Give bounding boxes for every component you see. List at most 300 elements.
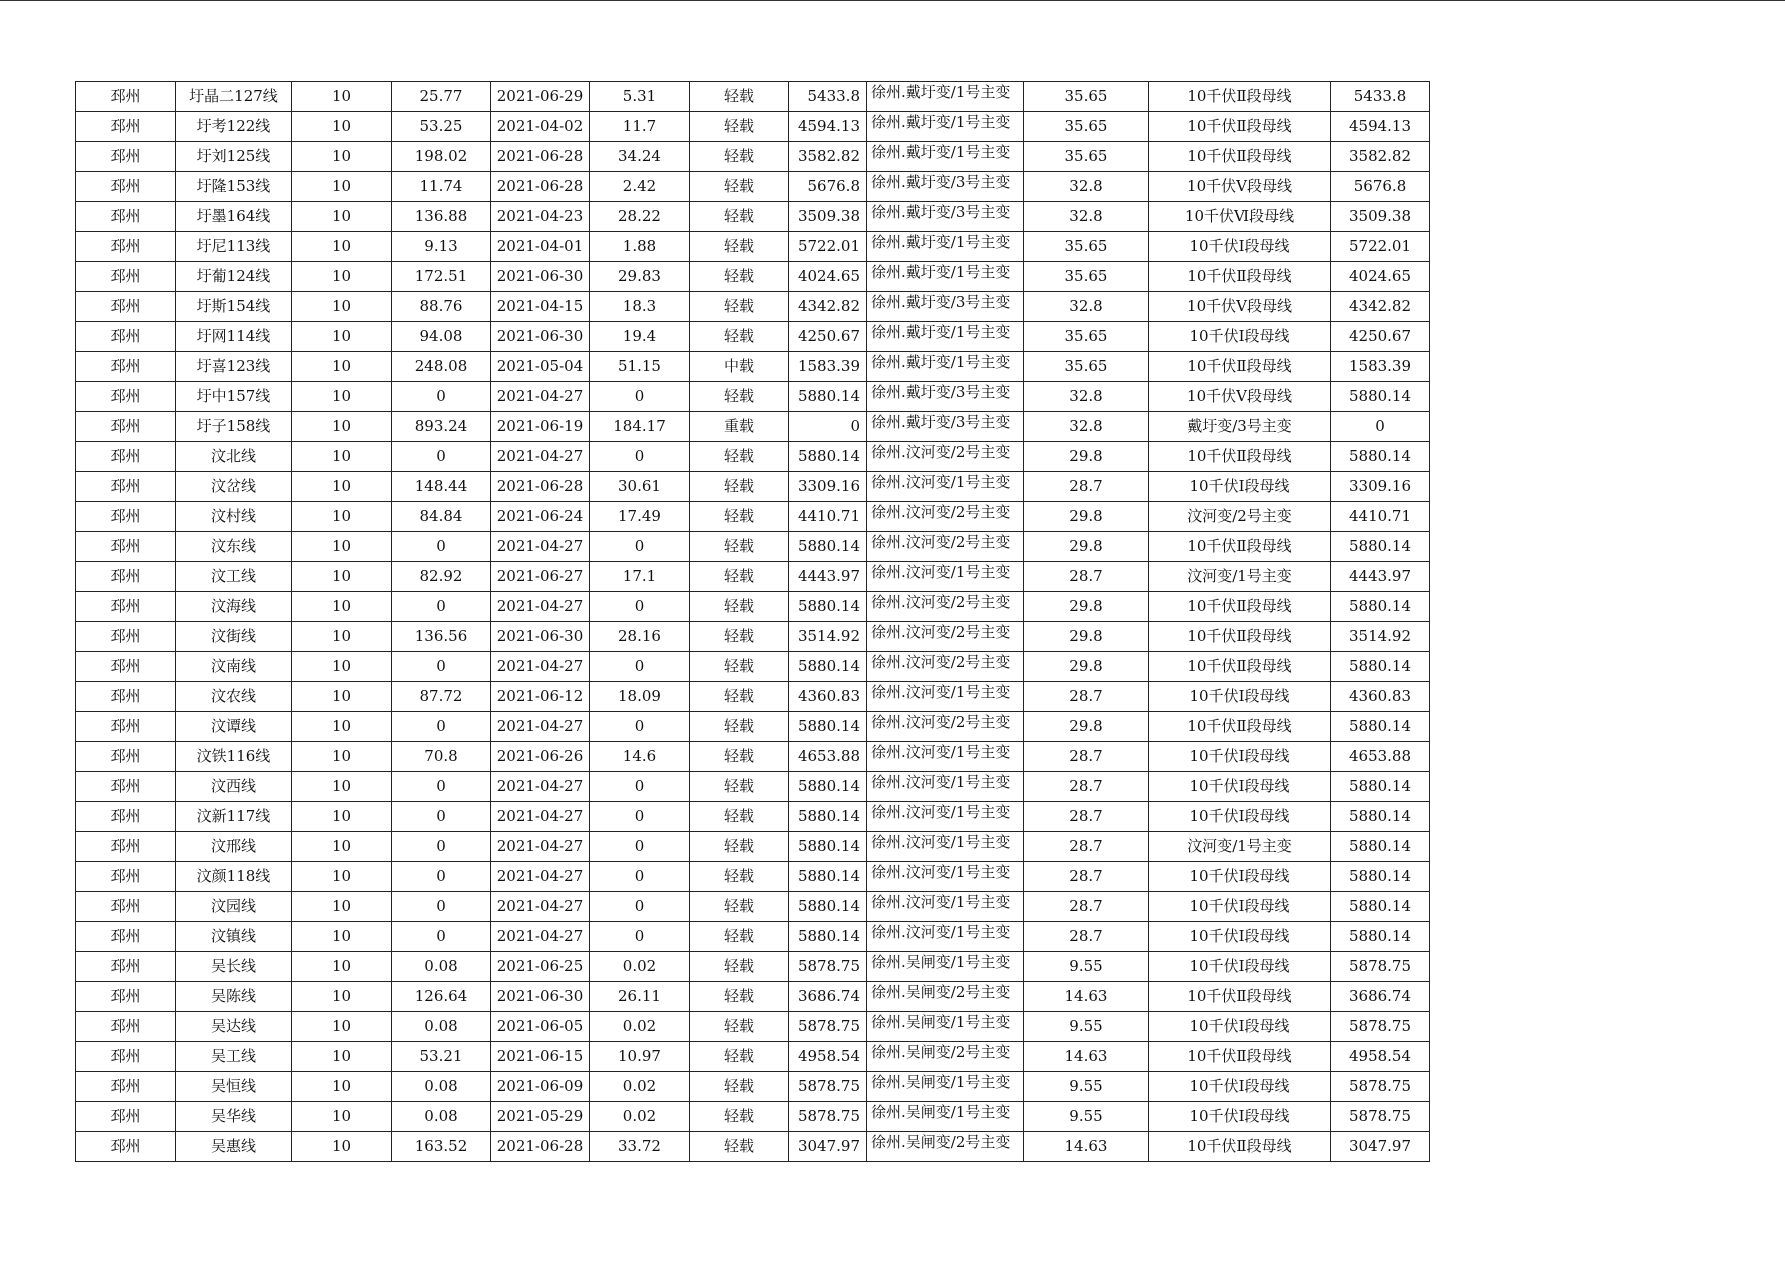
line-name-cell: 汶岔线	[176, 472, 292, 502]
date-cell: 2021-04-02	[491, 112, 590, 142]
voltage-cell: 10	[292, 1072, 392, 1102]
line-name-cell: 汶农线	[176, 682, 292, 712]
load-current-cell: 0	[392, 532, 491, 562]
capacity-cell: 5880.14	[789, 382, 867, 412]
region-cell: 邳州	[76, 232, 176, 262]
voltage-cell: 10	[292, 802, 392, 832]
load-status-cell: 轻载	[690, 472, 789, 502]
busbar-cell: 10千伏Ⅰ段母线	[1149, 772, 1331, 802]
busbar-cell: 10千伏Ⅱ段母线	[1149, 712, 1331, 742]
substation-transformer-cell: 徐州.戴圩变/1号主变	[867, 232, 1024, 262]
voltage-cell: 10	[292, 922, 392, 952]
voltage-cell: 10	[292, 202, 392, 232]
load-rate-cell: 30.61	[590, 472, 690, 502]
capacity-cell: 5878.75	[789, 1072, 867, 1102]
date-cell: 2021-06-24	[491, 502, 590, 532]
substation-transformer-cell: 徐州.汶河变/2号主变	[867, 712, 1024, 742]
load-rate-cell: 0	[590, 712, 690, 742]
substation-transformer-cell: 徐州.汶河变/1号主变	[867, 682, 1024, 712]
load-rate-cell: 18.3	[590, 292, 690, 322]
region-cell: 邳州	[76, 832, 176, 862]
substation-transformer-cell: 徐州.戴圩变/1号主变	[867, 352, 1024, 382]
date-cell: 2021-04-27	[491, 532, 590, 562]
available-capacity-cell: 3509.38	[1331, 202, 1430, 232]
load-rate-cell: 14.6	[590, 742, 690, 772]
date-cell: 2021-04-01	[491, 232, 590, 262]
date-cell: 2021-06-12	[491, 682, 590, 712]
region-cell: 邳州	[76, 292, 176, 322]
capacity-cell: 4443.97	[789, 562, 867, 592]
available-capacity-cell: 3047.97	[1331, 1132, 1430, 1162]
voltage-cell: 10	[292, 292, 392, 322]
load-current-cell: 0	[392, 832, 491, 862]
transformer-load-cell: 32.8	[1024, 382, 1149, 412]
busbar-cell: 10千伏Ⅱ段母线	[1149, 82, 1331, 112]
load-status-cell: 轻载	[690, 982, 789, 1012]
capacity-cell: 4653.88	[789, 742, 867, 772]
substation-transformer-cell: 徐州.吴闸变/1号主变	[867, 952, 1024, 982]
load-status-cell: 轻载	[690, 112, 789, 142]
load-current-cell: 0	[392, 802, 491, 832]
busbar-cell: 10千伏Ⅱ段母线	[1149, 442, 1331, 472]
line-name-cell: 汶颜118线	[176, 862, 292, 892]
available-capacity-cell: 5880.14	[1331, 652, 1430, 682]
load-rate-cell: 33.72	[590, 1132, 690, 1162]
date-cell: 2021-04-27	[491, 862, 590, 892]
load-status-cell: 轻载	[690, 652, 789, 682]
voltage-cell: 10	[292, 532, 392, 562]
capacity-cell: 5880.14	[789, 442, 867, 472]
load-rate-cell: 184.17	[590, 412, 690, 442]
region-cell: 邳州	[76, 352, 176, 382]
table-row	[76, 682, 1430, 712]
capacity-cell: 5880.14	[789, 592, 867, 622]
transformer-load-cell: 35.65	[1024, 82, 1149, 112]
substation-transformer-cell: 徐州.汶河变/2号主变	[867, 622, 1024, 652]
substation-transformer-cell: 徐州.汶河变/1号主变	[867, 832, 1024, 862]
table-row	[76, 802, 1430, 832]
table-row	[76, 112, 1430, 142]
line-name-cell: 汶铁116线	[176, 742, 292, 772]
load-current-cell: 70.8	[392, 742, 491, 772]
load-status-cell: 轻载	[690, 292, 789, 322]
busbar-cell: 汶河变/1号主变	[1149, 562, 1331, 592]
voltage-cell: 10	[292, 982, 392, 1012]
load-status-cell: 轻载	[690, 562, 789, 592]
available-capacity-cell: 4410.71	[1331, 502, 1430, 532]
busbar-cell: 10千伏Ⅰ段母线	[1149, 802, 1331, 832]
load-current-cell: 87.72	[392, 682, 491, 712]
voltage-cell: 10	[292, 1132, 392, 1162]
busbar-cell: 10千伏Ⅱ段母线	[1149, 532, 1331, 562]
voltage-cell: 10	[292, 412, 392, 442]
date-cell: 2021-04-27	[491, 802, 590, 832]
voltage-cell: 10	[292, 1012, 392, 1042]
capacity-cell: 3309.16	[789, 472, 867, 502]
substation-transformer-cell: 徐州.吴闸变/1号主变	[867, 1072, 1024, 1102]
load-current-cell: 172.51	[392, 262, 491, 292]
load-current-cell: 9.13	[392, 232, 491, 262]
voltage-cell: 10	[292, 382, 392, 412]
substation-transformer-cell: 徐州.汶河变/1号主变	[867, 922, 1024, 952]
line-name-cell: 圩隆153线	[176, 172, 292, 202]
load-current-cell: 82.92	[392, 562, 491, 592]
transformer-load-cell: 29.8	[1024, 532, 1149, 562]
load-rate-cell: 0	[590, 382, 690, 412]
line-name-cell: 圩墨164线	[176, 202, 292, 232]
line-name-cell: 汶谭线	[176, 712, 292, 742]
voltage-cell: 10	[292, 1102, 392, 1132]
load-current-cell: 136.56	[392, 622, 491, 652]
transformer-load-cell: 29.8	[1024, 622, 1149, 652]
substation-transformer-cell: 徐州.汶河变/1号主变	[867, 772, 1024, 802]
load-status-cell: 重载	[690, 412, 789, 442]
date-cell: 2021-06-30	[491, 262, 590, 292]
voltage-cell: 10	[292, 112, 392, 142]
substation-transformer-cell: 徐州.汶河变/1号主变	[867, 892, 1024, 922]
transformer-load-cell: 14.63	[1024, 982, 1149, 1012]
table-row	[76, 232, 1430, 262]
substation-transformer-cell: 徐州.汶河变/2号主变	[867, 442, 1024, 472]
transformer-load-cell: 14.63	[1024, 1042, 1149, 1072]
voltage-cell: 10	[292, 742, 392, 772]
table-row	[76, 532, 1430, 562]
busbar-cell: 10千伏Ⅰ段母线	[1149, 322, 1331, 352]
line-name-cell: 吴达线	[176, 1012, 292, 1042]
available-capacity-cell: 5880.14	[1331, 862, 1430, 892]
busbar-cell: 10千伏Ⅱ段母线	[1149, 982, 1331, 1012]
table-row	[76, 1072, 1430, 1102]
date-cell: 2021-06-30	[491, 322, 590, 352]
busbar-cell: 10千伏Ⅱ段母线	[1149, 592, 1331, 622]
date-cell: 2021-04-27	[491, 382, 590, 412]
load-rate-cell: 34.24	[590, 142, 690, 172]
load-rate-cell: 0	[590, 922, 690, 952]
substation-transformer-cell: 徐州.汶河变/1号主变	[867, 742, 1024, 772]
available-capacity-cell: 5880.14	[1331, 892, 1430, 922]
table-row	[76, 502, 1430, 532]
transformer-load-cell: 9.55	[1024, 1102, 1149, 1132]
load-status-cell: 轻载	[690, 772, 789, 802]
load-status-cell: 轻载	[690, 682, 789, 712]
region-cell: 邳州	[76, 502, 176, 532]
table-row	[76, 322, 1430, 352]
region-cell: 邳州	[76, 1012, 176, 1042]
region-cell: 邳州	[76, 1102, 176, 1132]
region-cell: 邳州	[76, 682, 176, 712]
date-cell: 2021-05-04	[491, 352, 590, 382]
table-row	[76, 772, 1430, 802]
load-current-cell: 0	[392, 922, 491, 952]
load-rate-cell: 10.97	[590, 1042, 690, 1072]
capacity-cell: 4594.13	[789, 112, 867, 142]
busbar-cell: 10千伏Ⅵ段母线	[1149, 202, 1331, 232]
load-rate-cell: 19.4	[590, 322, 690, 352]
load-current-cell: 893.24	[392, 412, 491, 442]
table-row	[76, 1132, 1430, 1162]
transformer-load-cell: 29.8	[1024, 442, 1149, 472]
line-name-cell: 汶南线	[176, 652, 292, 682]
date-cell: 2021-06-19	[491, 412, 590, 442]
available-capacity-cell: 5880.14	[1331, 922, 1430, 952]
table-row	[76, 382, 1430, 412]
line-name-cell: 圩晶二127线	[176, 82, 292, 112]
load-status-cell: 轻载	[690, 82, 789, 112]
date-cell: 2021-04-27	[491, 832, 590, 862]
capacity-cell: 3047.97	[789, 1132, 867, 1162]
table-body	[76, 82, 1430, 1162]
region-cell: 邳州	[76, 772, 176, 802]
capacity-cell: 4958.54	[789, 1042, 867, 1072]
table-row	[76, 562, 1430, 592]
busbar-cell: 10千伏Ⅰ段母线	[1149, 862, 1331, 892]
capacity-cell: 4024.65	[789, 262, 867, 292]
table-row	[76, 442, 1430, 472]
load-rate-cell: 28.16	[590, 622, 690, 652]
busbar-cell: 10千伏Ⅰ段母线	[1149, 232, 1331, 262]
voltage-cell: 10	[292, 322, 392, 352]
busbar-cell: 汶河变/2号主变	[1149, 502, 1331, 532]
line-name-cell: 吴惠线	[176, 1132, 292, 1162]
load-current-cell: 126.64	[392, 982, 491, 1012]
capacity-cell: 5880.14	[789, 892, 867, 922]
table-row	[76, 142, 1430, 172]
region-cell: 邳州	[76, 202, 176, 232]
load-rate-cell: 26.11	[590, 982, 690, 1012]
date-cell: 2021-04-15	[491, 292, 590, 322]
line-name-cell: 汶工线	[176, 562, 292, 592]
busbar-cell: 10千伏Ⅰ段母线	[1149, 1072, 1331, 1102]
date-cell: 2021-04-27	[491, 892, 590, 922]
load-status-cell: 轻载	[690, 1042, 789, 1072]
region-cell: 邳州	[76, 892, 176, 922]
table-row	[76, 952, 1430, 982]
line-name-cell: 吴恒线	[176, 1072, 292, 1102]
line-name-cell: 吴陈线	[176, 982, 292, 1012]
table-row	[76, 652, 1430, 682]
region-cell: 邳州	[76, 982, 176, 1012]
load-current-cell: 88.76	[392, 292, 491, 322]
line-name-cell: 汶镇线	[176, 922, 292, 952]
transformer-load-cell: 32.8	[1024, 412, 1149, 442]
busbar-cell: 10千伏Ⅱ段母线	[1149, 352, 1331, 382]
line-name-cell: 汶邢线	[176, 832, 292, 862]
load-status-cell: 轻载	[690, 832, 789, 862]
date-cell: 2021-04-27	[491, 712, 590, 742]
available-capacity-cell: 4250.67	[1331, 322, 1430, 352]
load-current-cell: 0	[392, 772, 491, 802]
date-cell: 2021-04-27	[491, 772, 590, 802]
load-current-cell: 0.08	[392, 1072, 491, 1102]
available-capacity-cell: 5433.8	[1331, 82, 1430, 112]
line-name-cell: 圩子158线	[176, 412, 292, 442]
load-current-cell: 0	[392, 862, 491, 892]
available-capacity-cell: 3514.92	[1331, 622, 1430, 652]
region-cell: 邳州	[76, 862, 176, 892]
date-cell: 2021-06-15	[491, 1042, 590, 1072]
load-current-cell: 248.08	[392, 352, 491, 382]
transformer-load-cell: 35.65	[1024, 232, 1149, 262]
table-row	[76, 412, 1430, 442]
substation-transformer-cell: 徐州.汶河变/2号主变	[867, 592, 1024, 622]
load-current-cell: 136.88	[392, 202, 491, 232]
date-cell: 2021-06-05	[491, 1012, 590, 1042]
load-rate-cell: 1.88	[590, 232, 690, 262]
line-name-cell: 圩喜123线	[176, 352, 292, 382]
load-rate-cell: 0.02	[590, 1102, 690, 1132]
available-capacity-cell: 5880.14	[1331, 382, 1430, 412]
busbar-cell: 10千伏Ⅱ段母线	[1149, 622, 1331, 652]
date-cell: 2021-04-27	[491, 442, 590, 472]
capacity-cell: 5878.75	[789, 1012, 867, 1042]
load-status-cell: 轻载	[690, 712, 789, 742]
capacity-cell: 3514.92	[789, 622, 867, 652]
transformer-load-cell: 28.7	[1024, 892, 1149, 922]
load-rate-cell: 0	[590, 802, 690, 832]
line-name-cell: 圩考122线	[176, 112, 292, 142]
busbar-cell: 汶河变/1号主变	[1149, 832, 1331, 862]
load-status-cell: 轻载	[690, 922, 789, 952]
voltage-cell: 10	[292, 652, 392, 682]
voltage-cell: 10	[292, 352, 392, 382]
transformer-load-cell: 35.65	[1024, 262, 1149, 292]
table-row	[76, 1102, 1430, 1132]
transformer-load-cell: 32.8	[1024, 172, 1149, 202]
load-rate-cell: 28.22	[590, 202, 690, 232]
load-current-cell: 148.44	[392, 472, 491, 502]
available-capacity-cell: 5880.14	[1331, 592, 1430, 622]
substation-transformer-cell: 徐州.戴圩变/3号主变	[867, 202, 1024, 232]
load-rate-cell: 51.15	[590, 352, 690, 382]
region-cell: 邳州	[76, 112, 176, 142]
region-cell: 邳州	[76, 472, 176, 502]
line-name-cell: 汶东线	[176, 532, 292, 562]
capacity-cell: 5878.75	[789, 1102, 867, 1132]
page-top-rule	[0, 0, 1785, 1]
load-current-cell: 0.08	[392, 1102, 491, 1132]
voltage-cell: 10	[292, 562, 392, 592]
substation-transformer-cell: 徐州.吴闸变/2号主变	[867, 1132, 1024, 1162]
load-current-cell: 25.77	[392, 82, 491, 112]
capacity-cell: 5880.14	[789, 712, 867, 742]
region-cell: 邳州	[76, 412, 176, 442]
line-name-cell: 汶园线	[176, 892, 292, 922]
table-row	[76, 292, 1430, 322]
load-current-cell: 163.52	[392, 1132, 491, 1162]
load-status-cell: 轻载	[690, 802, 789, 832]
substation-transformer-cell: 徐州.戴圩变/1号主变	[867, 262, 1024, 292]
capacity-cell: 4342.82	[789, 292, 867, 322]
load-current-cell: 0.08	[392, 952, 491, 982]
available-capacity-cell: 5880.14	[1331, 532, 1430, 562]
line-name-cell: 吴华线	[176, 1102, 292, 1132]
load-rate-cell: 5.31	[590, 82, 690, 112]
region-cell: 邳州	[76, 1132, 176, 1162]
capacity-cell: 0	[789, 412, 867, 442]
substation-transformer-cell: 徐州.汶河变/2号主变	[867, 532, 1024, 562]
load-status-cell: 轻载	[690, 232, 789, 262]
capacity-cell: 3582.82	[789, 142, 867, 172]
load-status-cell: 轻载	[690, 322, 789, 352]
transformer-load-cell: 35.65	[1024, 112, 1149, 142]
load-current-cell: 0	[392, 712, 491, 742]
load-status-cell: 轻载	[690, 442, 789, 472]
capacity-cell: 4410.71	[789, 502, 867, 532]
load-status-cell: 轻载	[690, 382, 789, 412]
date-cell: 2021-04-23	[491, 202, 590, 232]
region-cell: 邳州	[76, 562, 176, 592]
available-capacity-cell: 4024.65	[1331, 262, 1430, 292]
line-name-cell: 圩网114线	[176, 322, 292, 352]
line-name-cell: 圩斯154线	[176, 292, 292, 322]
date-cell: 2021-06-09	[491, 1072, 590, 1102]
available-capacity-cell: 4958.54	[1331, 1042, 1430, 1072]
transformer-load-cell: 32.8	[1024, 292, 1149, 322]
load-rate-cell: 29.83	[590, 262, 690, 292]
load-status-cell: 轻载	[690, 622, 789, 652]
voltage-cell: 10	[292, 952, 392, 982]
load-rate-cell: 0	[590, 592, 690, 622]
substation-transformer-cell: 徐州.戴圩变/1号主变	[867, 322, 1024, 352]
load-status-cell: 轻载	[690, 862, 789, 892]
load-rate-cell: 0.02	[590, 952, 690, 982]
substation-transformer-cell: 徐州.汶河变/2号主变	[867, 652, 1024, 682]
capacity-cell: 5676.8	[789, 172, 867, 202]
load-current-cell: 11.74	[392, 172, 491, 202]
table-row	[76, 832, 1430, 862]
region-cell: 邳州	[76, 742, 176, 772]
capacity-cell: 3509.38	[789, 202, 867, 232]
available-capacity-cell: 5880.14	[1331, 442, 1430, 472]
load-status-cell: 轻载	[690, 892, 789, 922]
load-current-cell: 198.02	[392, 142, 491, 172]
line-name-cell: 吴长线	[176, 952, 292, 982]
busbar-cell: 10千伏Ⅰ段母线	[1149, 742, 1331, 772]
table-row	[76, 982, 1430, 1012]
transformer-load-cell: 35.65	[1024, 142, 1149, 172]
voltage-cell: 10	[292, 232, 392, 262]
load-rate-cell: 17.1	[590, 562, 690, 592]
available-capacity-cell: 5880.14	[1331, 712, 1430, 742]
load-rate-cell: 17.49	[590, 502, 690, 532]
line-name-cell: 汶北线	[176, 442, 292, 472]
table-row	[76, 352, 1430, 382]
load-status-cell: 轻载	[690, 172, 789, 202]
region-cell: 邳州	[76, 712, 176, 742]
voltage-cell: 10	[292, 82, 392, 112]
capacity-cell: 3686.74	[789, 982, 867, 1012]
table-row	[76, 592, 1430, 622]
substation-transformer-cell: 徐州.汶河变/1号主变	[867, 862, 1024, 892]
busbar-cell: 10千伏Ⅰ段母线	[1149, 472, 1331, 502]
load-status-cell: 轻载	[690, 1132, 789, 1162]
transformer-load-cell: 28.7	[1024, 742, 1149, 772]
date-cell: 2021-06-27	[491, 562, 590, 592]
available-capacity-cell: 4594.13	[1331, 112, 1430, 142]
available-capacity-cell: 4342.82	[1331, 292, 1430, 322]
region-cell: 邳州	[76, 652, 176, 682]
load-status-cell: 轻载	[690, 532, 789, 562]
line-name-cell: 汶西线	[176, 772, 292, 802]
voltage-cell: 10	[292, 682, 392, 712]
available-capacity-cell: 4443.97	[1331, 562, 1430, 592]
voltage-cell: 10	[292, 442, 392, 472]
table-row	[76, 172, 1430, 202]
voltage-cell: 10	[292, 502, 392, 532]
transformer-load-cell: 28.7	[1024, 862, 1149, 892]
load-status-cell: 轻载	[690, 1072, 789, 1102]
voltage-cell: 10	[292, 712, 392, 742]
